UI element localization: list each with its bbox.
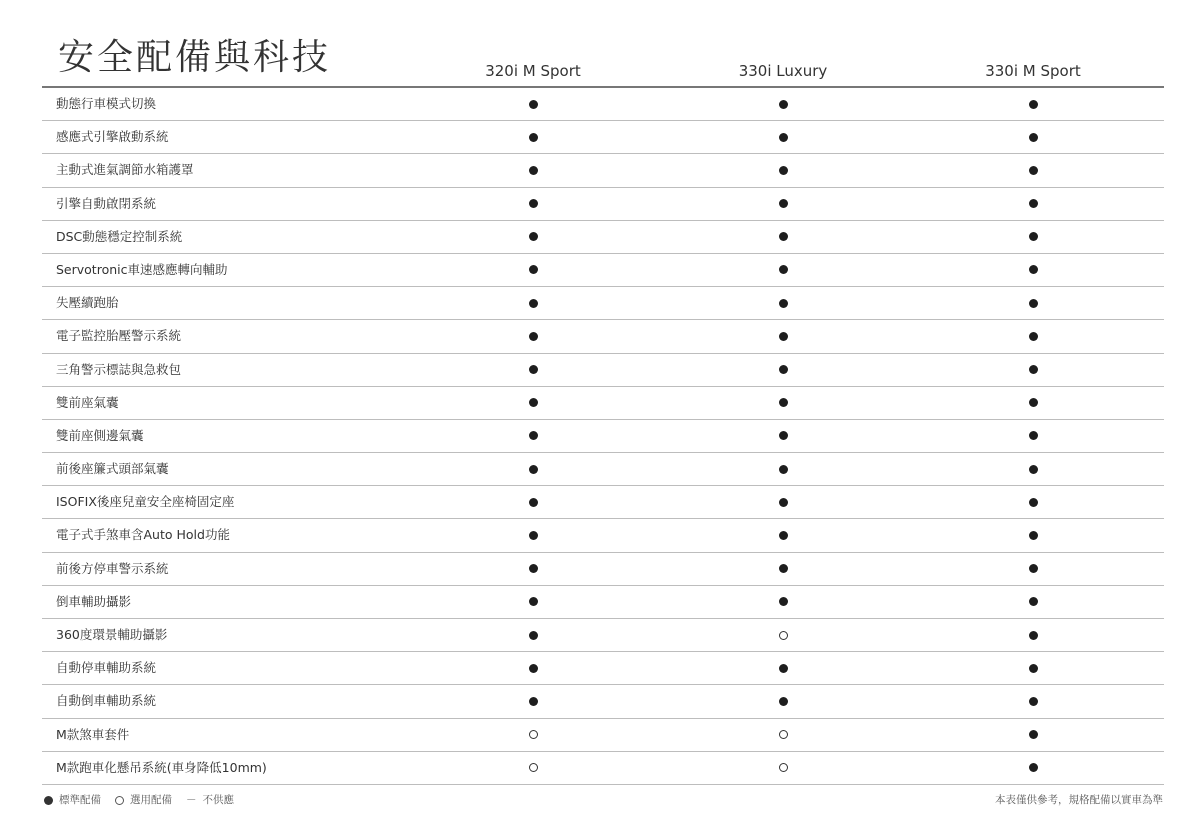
table-row — [42, 752, 1164, 785]
table-row — [42, 254, 1164, 287]
table-row — [42, 287, 1164, 320]
legend — [44, 790, 248, 810]
standard-dot-icon — [529, 199, 538, 208]
standard-dot-icon — [44, 796, 53, 805]
feature-label: 自動倒車輔助系統 — [56, 693, 157, 709]
availability-cell — [513, 519, 553, 551]
standard-dot-icon — [1029, 133, 1038, 142]
table-row — [42, 154, 1164, 187]
feature-label: 自動停車輔助系統 — [56, 660, 157, 676]
standard-dot-icon — [779, 166, 788, 175]
table-row — [42, 221, 1164, 254]
availability-cell — [763, 752, 803, 784]
availability-cell — [1013, 320, 1053, 352]
availability-cell — [513, 719, 553, 751]
table-row — [42, 354, 1164, 387]
standard-dot-icon — [1029, 631, 1038, 640]
availability-cell — [763, 519, 803, 551]
feature-label: 主動式進氣調節水箱護罩 — [56, 162, 194, 178]
standard-dot-icon — [779, 265, 788, 274]
standard-dot-icon — [779, 564, 788, 573]
table-header — [0, 0, 1200, 88]
feature-label: ISOFIX後座兒童安全座椅固定座 — [56, 494, 235, 510]
standard-dot-icon — [779, 299, 788, 308]
availability-cell — [513, 354, 553, 386]
availability-cell — [1013, 121, 1053, 153]
table-row — [42, 652, 1164, 685]
standard-dot-icon — [1029, 166, 1038, 175]
standard-dot-icon — [1029, 365, 1038, 374]
standard-dot-icon — [529, 299, 538, 308]
feature-label: 倒車輔助攝影 — [56, 593, 132, 609]
standard-dot-icon — [529, 664, 538, 673]
table-row — [42, 519, 1164, 552]
availability-cell — [1013, 88, 1053, 120]
feature-label: 三角警示標誌與急救包 — [56, 361, 182, 377]
availability-cell — [763, 586, 803, 618]
feature-label: 雙前座氣囊 — [56, 394, 119, 410]
standard-dot-icon — [779, 597, 788, 606]
standard-dot-icon — [779, 199, 788, 208]
availability-cell — [513, 287, 553, 319]
availability-cell — [513, 652, 553, 684]
standard-dot-icon — [529, 332, 538, 341]
column-header-330i-m-sport: 330i M Sport — [985, 62, 1081, 80]
availability-cell — [1013, 154, 1053, 186]
table-row — [42, 320, 1164, 353]
availability-cell — [513, 586, 553, 618]
optional-circle-icon — [529, 763, 538, 772]
feature-label: 前後座簾式頭部氣囊 — [56, 461, 169, 477]
availability-cell — [513, 221, 553, 253]
standard-dot-icon — [529, 465, 538, 474]
availability-cell — [1013, 287, 1053, 319]
column-header-320i-m-sport: 320i M Sport — [485, 62, 581, 80]
availability-cell — [1013, 420, 1053, 452]
availability-cell — [763, 619, 803, 651]
feature-label: 雙前座側邊氣囊 — [56, 427, 144, 443]
standard-dot-icon — [1029, 564, 1038, 573]
availability-cell — [513, 154, 553, 186]
standard-dot-icon — [529, 166, 538, 175]
availability-cell — [513, 453, 553, 485]
table-row — [42, 586, 1164, 619]
table-row — [42, 387, 1164, 420]
availability-cell — [1013, 619, 1053, 651]
feature-label: 前後方停車警示系統 — [56, 560, 169, 576]
table-row — [42, 121, 1164, 154]
standard-dot-icon — [529, 398, 538, 407]
standard-dot-icon — [1029, 265, 1038, 274]
standard-dot-icon — [1029, 100, 1038, 109]
standard-dot-icon — [529, 597, 538, 606]
standard-dot-icon — [779, 531, 788, 540]
feature-label: Servotronic車速感應轉向輔助 — [56, 261, 228, 277]
availability-cell — [763, 486, 803, 518]
unavailable-dash-icon: － — [186, 794, 197, 806]
availability-cell — [763, 254, 803, 286]
table-row — [42, 486, 1164, 519]
table-row — [42, 719, 1164, 752]
availability-cell — [763, 287, 803, 319]
availability-cell — [1013, 586, 1053, 618]
page-title: 安全配備與科技 — [58, 37, 332, 78]
standard-dot-icon — [529, 564, 538, 573]
standard-dot-icon — [1029, 498, 1038, 507]
standard-dot-icon — [1029, 664, 1038, 673]
availability-cell — [513, 752, 553, 784]
legend-standard-label: 標準配備 — [59, 794, 101, 806]
availability-cell — [763, 88, 803, 120]
standard-dot-icon — [1029, 431, 1038, 440]
feature-label: 失壓續跑胎 — [56, 295, 119, 311]
availability-cell — [513, 387, 553, 419]
standard-dot-icon — [529, 100, 538, 109]
feature-label: 動態行車模式切換 — [56, 96, 157, 111]
table-row — [42, 188, 1164, 221]
standard-dot-icon — [529, 265, 538, 274]
availability-cell — [513, 685, 553, 717]
availability-cell — [1013, 188, 1053, 220]
standard-dot-icon — [779, 465, 788, 474]
availability-cell — [513, 121, 553, 153]
standard-dot-icon — [529, 431, 538, 440]
standard-dot-icon — [529, 531, 538, 540]
availability-cell — [763, 685, 803, 717]
availability-cell — [513, 553, 553, 585]
optional-circle-icon — [779, 763, 788, 772]
availability-cell — [1013, 685, 1053, 717]
standard-dot-icon — [1029, 531, 1038, 540]
standard-dot-icon — [529, 133, 538, 142]
availability-cell — [763, 453, 803, 485]
availability-cell — [1013, 453, 1053, 485]
availability-cell — [763, 387, 803, 419]
standard-dot-icon — [779, 697, 788, 706]
disclaimer-note: 本表僅供參考，規格配備以實車為準 — [995, 794, 1163, 806]
standard-dot-icon — [1029, 232, 1038, 241]
table-row — [42, 420, 1164, 453]
availability-cell — [513, 188, 553, 220]
standard-dot-icon — [1029, 697, 1038, 706]
availability-cell — [1013, 719, 1053, 751]
optional-circle-icon — [779, 631, 788, 640]
table-row — [42, 685, 1164, 718]
feature-label: M款跑車化懸吊系統(車身降低10mm) — [56, 759, 267, 775]
standard-dot-icon — [1029, 597, 1038, 606]
legend-unavailable-label: 不供應 — [202, 794, 234, 806]
standard-dot-icon — [529, 498, 538, 507]
standard-dot-icon — [779, 498, 788, 507]
standard-dot-icon — [779, 398, 788, 407]
availability-cell — [1013, 553, 1053, 585]
standard-dot-icon — [1029, 332, 1038, 341]
standard-dot-icon — [1029, 465, 1038, 474]
standard-dot-icon — [1029, 398, 1038, 407]
availability-cell — [1013, 354, 1053, 386]
feature-label: 電子監控胎壓警示系統 — [56, 328, 182, 344]
standard-dot-icon — [779, 232, 788, 241]
availability-cell — [1013, 752, 1053, 784]
legend-optional-label: 選用配備 — [130, 794, 172, 806]
availability-cell — [763, 320, 803, 352]
standard-dot-icon — [779, 100, 788, 109]
column-header-330i-luxury: 330i Luxury — [738, 62, 828, 80]
standard-dot-icon — [779, 664, 788, 673]
standard-dot-icon — [779, 431, 788, 440]
availability-cell — [763, 354, 803, 386]
standard-dot-icon — [779, 332, 788, 341]
availability-cell — [513, 420, 553, 452]
availability-cell — [763, 221, 803, 253]
standard-dot-icon — [529, 232, 538, 241]
availability-cell — [1013, 652, 1053, 684]
standard-dot-icon — [529, 365, 538, 374]
availability-cell — [763, 121, 803, 153]
table-row — [42, 619, 1164, 652]
availability-cell — [513, 320, 553, 352]
feature-label: 電子式手煞車含Auto Hold功能 — [56, 527, 230, 543]
availability-cell — [513, 254, 553, 286]
availability-cell — [513, 486, 553, 518]
table-row — [42, 453, 1164, 486]
optional-circle-icon — [529, 730, 538, 739]
availability-cell — [513, 88, 553, 120]
standard-dot-icon — [1029, 299, 1038, 308]
table-row — [42, 553, 1164, 586]
availability-cell — [1013, 254, 1053, 286]
standard-dot-icon — [1029, 763, 1038, 772]
table-row — [42, 88, 1164, 121]
optional-circle-icon — [115, 796, 124, 805]
feature-label: 360度環景輔助攝影 — [56, 627, 168, 642]
availability-cell — [1013, 387, 1053, 419]
standard-dot-icon — [529, 631, 538, 640]
availability-cell — [1013, 221, 1053, 253]
standard-dot-icon — [529, 697, 538, 706]
standard-dot-icon — [1029, 199, 1038, 208]
availability-cell — [763, 652, 803, 684]
availability-cell — [1013, 486, 1053, 518]
spec-table-body — [42, 88, 1164, 785]
optional-circle-icon — [779, 730, 788, 739]
availability-cell — [763, 420, 803, 452]
availability-cell — [763, 553, 803, 585]
standard-dot-icon — [1029, 730, 1038, 739]
feature-label: M款煞車套件 — [56, 726, 130, 742]
standard-dot-icon — [779, 133, 788, 142]
footer — [0, 790, 1200, 814]
standard-dot-icon — [779, 365, 788, 374]
availability-cell — [763, 719, 803, 751]
feature-label: 引擎自動啟閉系統 — [56, 195, 157, 211]
availability-cell — [763, 188, 803, 220]
feature-label: DSC動態穩定控制系統 — [56, 228, 183, 244]
availability-cell — [513, 619, 553, 651]
availability-cell — [763, 154, 803, 186]
feature-label: 感應式引擎啟動系統 — [56, 129, 169, 145]
availability-cell — [1013, 519, 1053, 551]
